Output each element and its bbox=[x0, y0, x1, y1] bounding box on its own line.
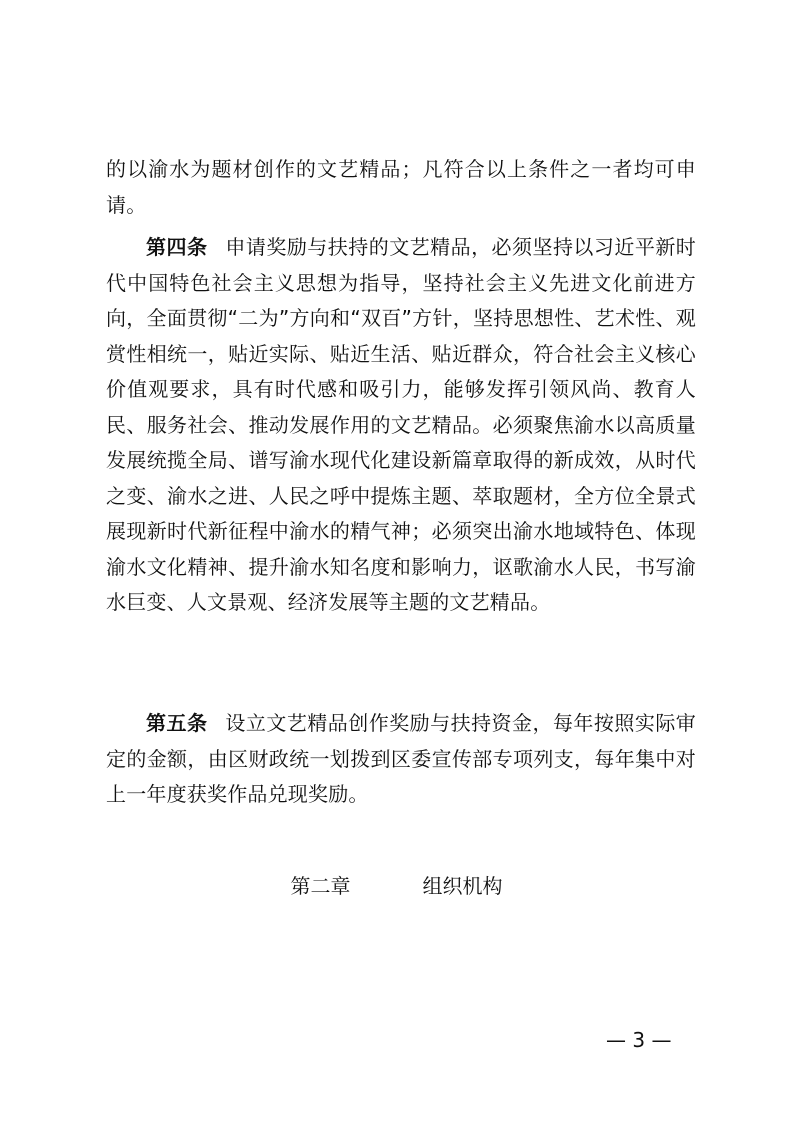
article-5-paragraph bbox=[106, 706, 696, 813]
chapter-title: 组织机构 bbox=[422, 874, 503, 898]
article-4-paragraph bbox=[106, 230, 696, 621]
article-5-text: 设立文艺精品创作奖励与扶持资金，每年按照实际审定的金额，由区财政统一划拨到区委宣传部专项列支，每年集中对上一年度获奖作品兑现奖励。 bbox=[106, 711, 696, 806]
chapter-number: 第二章 bbox=[290, 874, 351, 898]
chapter-heading bbox=[0, 872, 793, 900]
paragraph-continued bbox=[106, 152, 696, 223]
article-4-number: 第四条 bbox=[146, 235, 208, 259]
page-number: — 3 — bbox=[606, 1028, 672, 1052]
article-4-text: 申请奖励与扶持的文艺精品，必须坚持以习近平新时代中国特色社会主义思想为指导，坚持社会主义先进文化前进方向，全面贯彻“二为”方向和“双百”方针，坚持思想性、艺术性、观赏性相统一，贴近实际、贴近生活、贴近群众，符合社会主义核心价值观要求，具有时代感和吸引力，能够发挥引领风尚、教育人民、服务社会、推动发展作用的文艺精品。必须聚焦渝水以高质量发展统揽全局、谱写渝水现代化建设新篇章取得的新成效，从时代之变、渝水之进、人民之呼中提炼主题、萃取题材，全方位全景式展现新时代新征程中渝水的精气神；必须突出渝水地域特色、体现渝水文化精神、提升渝水知名度和影响力，讴歌渝水人民，书写渝水巨变、人文景观、经济发展等主题的文艺精品。 bbox=[106, 235, 696, 614]
paragraph-continued-text: 的以渝水为题材创作的文艺精品；凡符合以上条件之一者均可申请。 bbox=[106, 157, 696, 217]
article-5-number: 第五条 bbox=[146, 711, 208, 735]
